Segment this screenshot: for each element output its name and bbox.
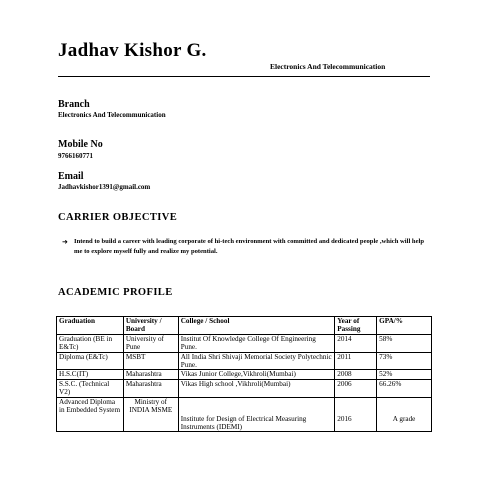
table-cell: Institute for Design of Electrical Measuring Instruments (IDEMI) xyxy=(178,397,335,432)
header-cell: University / Board xyxy=(123,317,178,335)
table-cell: 2006 xyxy=(335,379,377,397)
table-cell: 2014 xyxy=(335,334,377,352)
branch-value: Electronics And Telecommunication xyxy=(58,111,166,119)
table-row xyxy=(57,397,432,432)
arrow-bullet-icon: ➜ xyxy=(62,238,68,246)
objective-title: CARRIER OBJECTIVE xyxy=(58,212,178,223)
table-row xyxy=(57,379,432,397)
header-cell: College / School xyxy=(178,317,335,335)
header-branch: Electronics And Telecommunication xyxy=(270,62,386,71)
header-cell: GPA/% xyxy=(377,317,432,335)
mobile-value: 9766160771 xyxy=(58,152,93,160)
candidate-name: Jadhav Kishor G. xyxy=(58,40,207,61)
table-cell: University of Pune xyxy=(123,334,178,352)
academic-table xyxy=(56,316,432,432)
table-row xyxy=(57,334,432,352)
objective-text: Intend to build a career with leading corporate of hi-tech environment with committed and dedicated people ,which will help me to explore myself fully and realize my potential. xyxy=(74,238,425,255)
header-divider xyxy=(58,76,430,77)
table-row xyxy=(57,370,432,379)
table-cell: 2008 xyxy=(335,370,377,379)
table-cell: Graduation (BE in E&Tc) xyxy=(57,334,124,352)
table-cell: 52% xyxy=(377,370,432,379)
header-cell: Year of Passing xyxy=(335,317,377,335)
table-cell: Institut Of Knowledge College Of Engineering Pune. xyxy=(178,334,335,352)
table-header-row xyxy=(57,317,432,335)
mobile-label: Mobile No xyxy=(58,139,103,150)
header-cell: Graduation xyxy=(57,317,124,335)
table-cell: 66.26% xyxy=(377,379,432,397)
academic-title: ACADEMIC PROFILE xyxy=(58,287,173,298)
table-cell: H.S.C(IT) xyxy=(57,370,124,379)
email-label: Email xyxy=(58,171,84,182)
table-cell: Maharashtra xyxy=(123,370,178,379)
table-cell: 2011 xyxy=(335,352,377,370)
table-cell: Vikas High school ,Vikhroli(Mumbai) xyxy=(178,379,335,397)
table-cell: Diploma (E&Tc) xyxy=(57,352,124,370)
table-cell: MSBT xyxy=(123,352,178,370)
table-cell: 58% xyxy=(377,334,432,352)
table-cell: 73% xyxy=(377,352,432,370)
table-cell: S.S.C. (Technical V2) xyxy=(57,379,124,397)
table-cell: Vikas Junior College,Vikhroli(Mumbai) xyxy=(178,370,335,379)
table-cell: All India Shri Shivaji Memorial Society Polytechnic Pune. xyxy=(178,352,335,370)
branch-label: Branch xyxy=(58,99,90,110)
table-cell: Advanced Diploma in Embedded System xyxy=(57,397,124,432)
table-cell: A grade xyxy=(377,397,432,432)
table-cell: 2016 xyxy=(335,397,377,432)
table-row xyxy=(57,352,432,370)
email-value: Jadhavkishor1391@gmail.com xyxy=(58,183,151,191)
table-cell: Ministry of INDIA MSME xyxy=(123,397,178,432)
table-cell: Maharashtra xyxy=(123,379,178,397)
